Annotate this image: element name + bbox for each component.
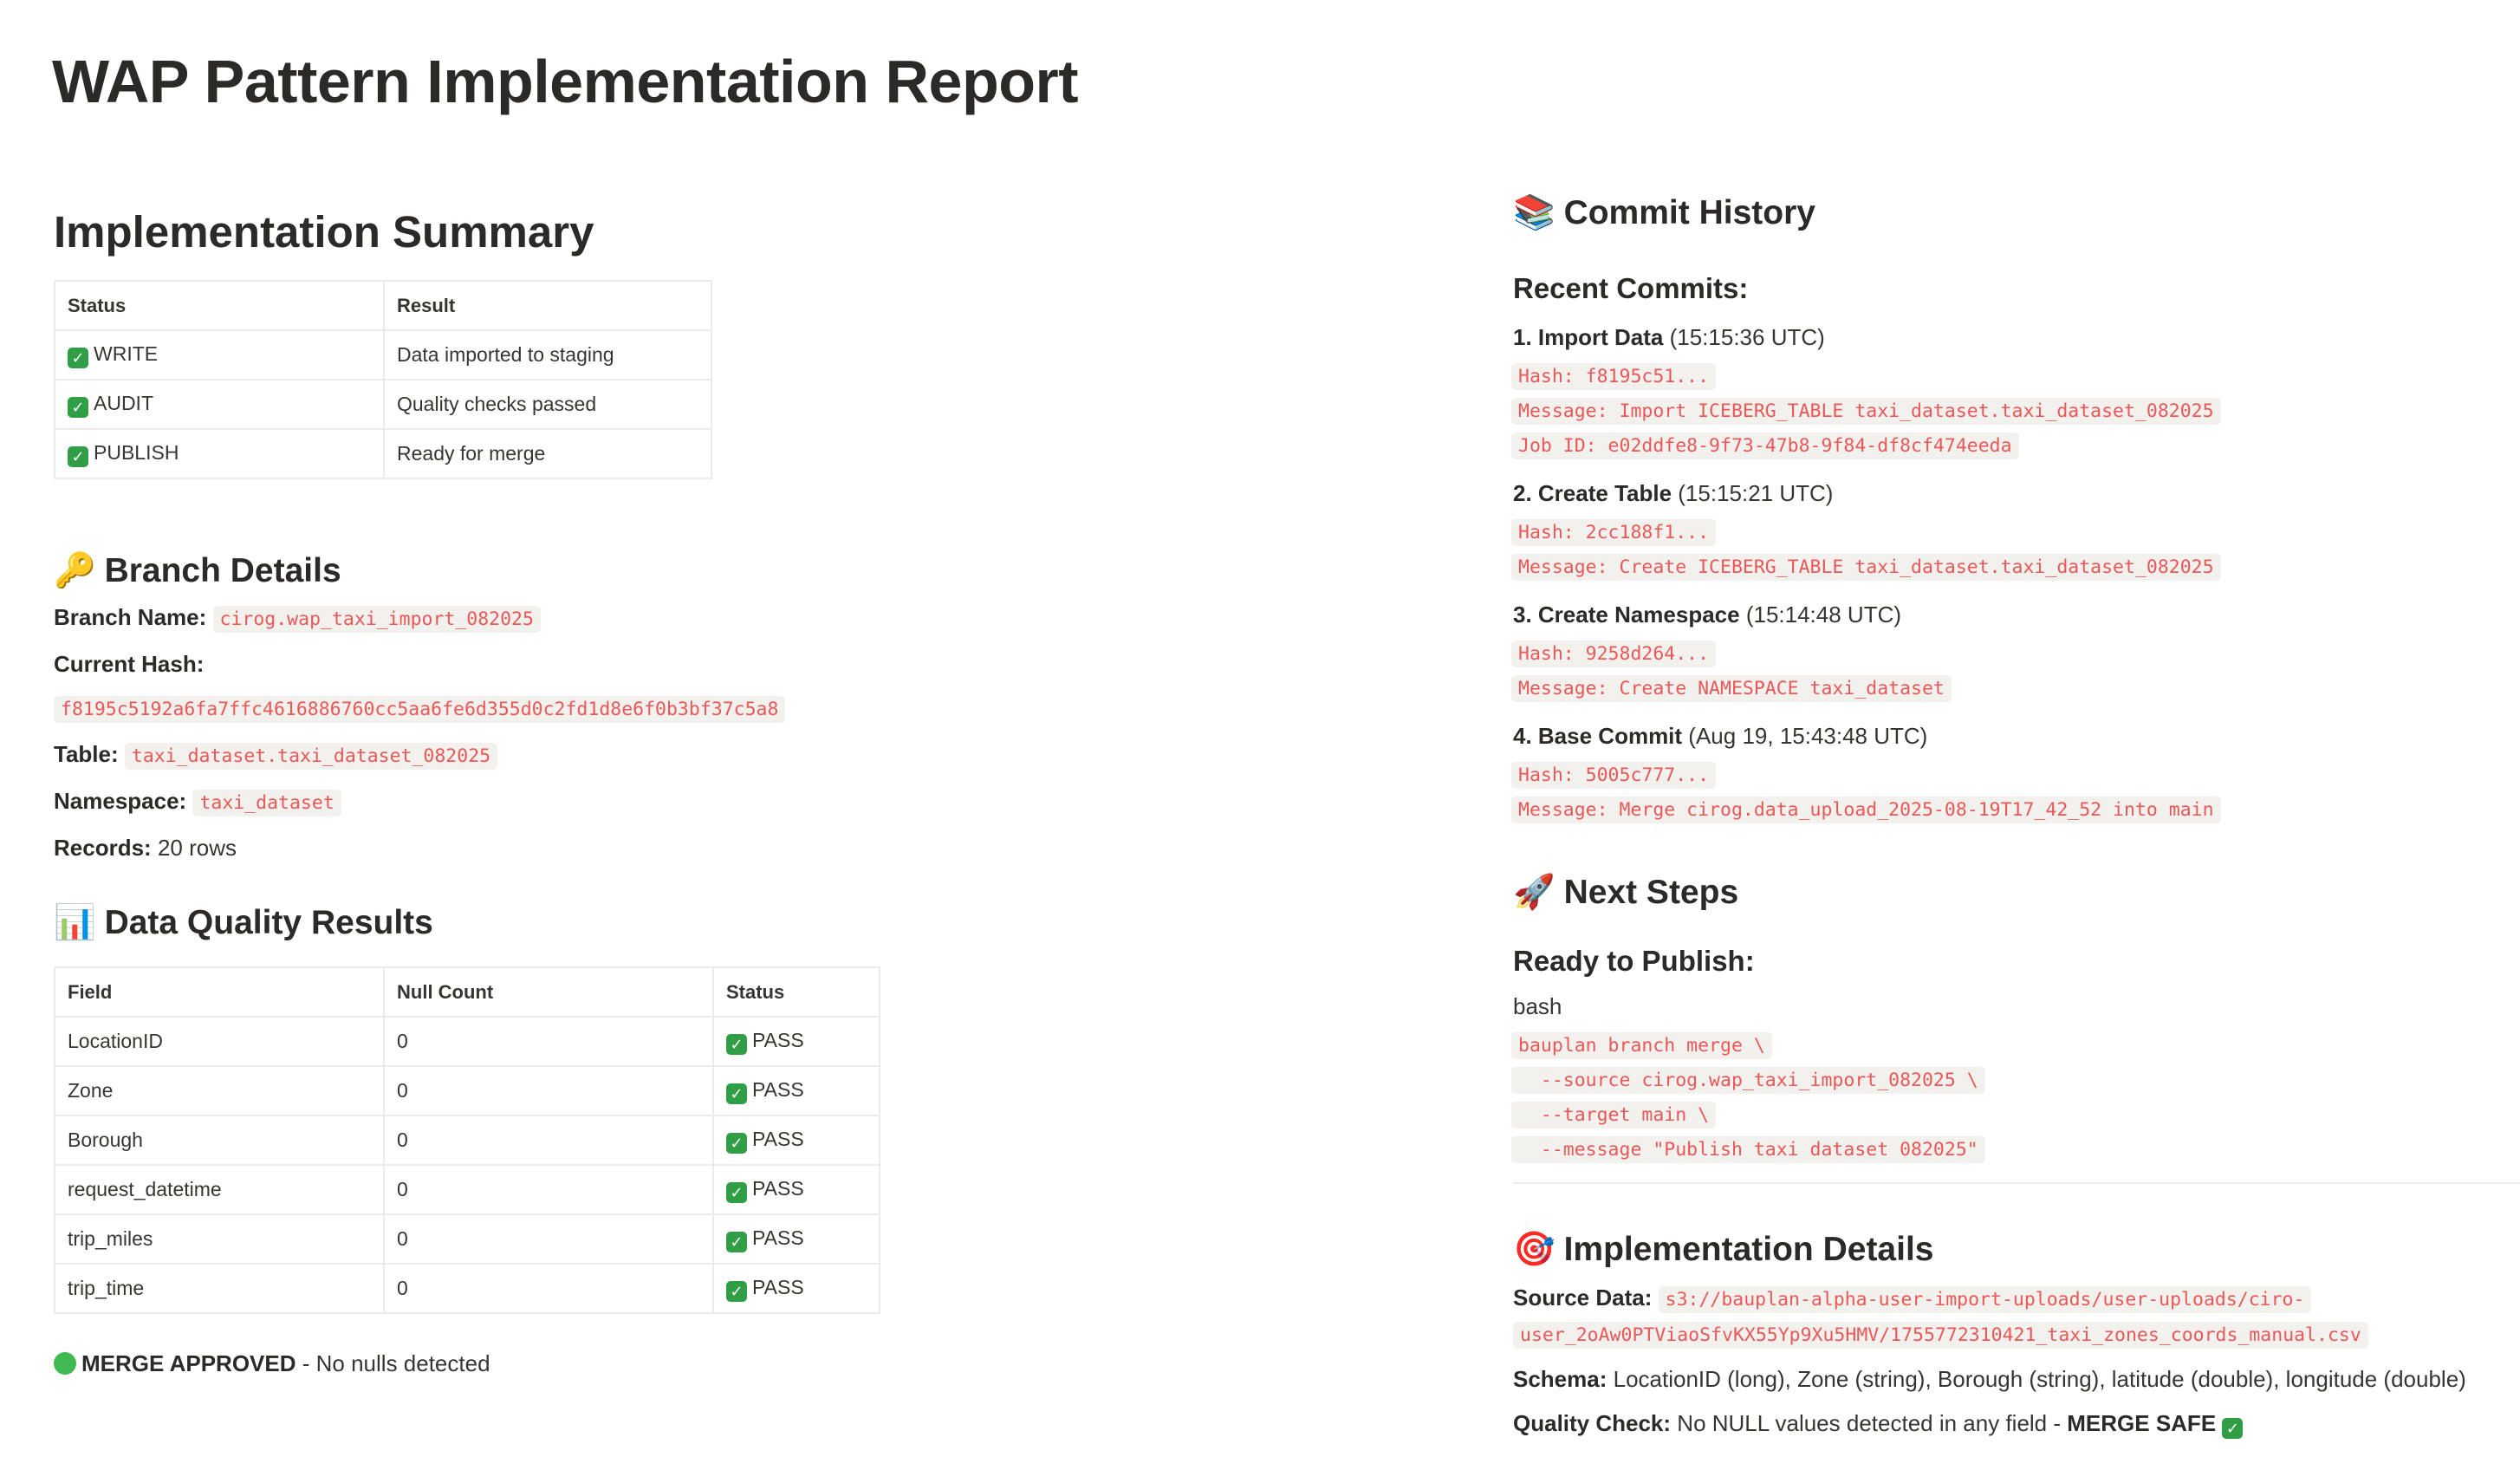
status-cell: ✓ PUBLISH <box>55 429 384 478</box>
code-line: --source cirog.wap_taxi_import_082025 \ <box>1511 1064 2520 1099</box>
green-circle-icon <box>54 1352 76 1375</box>
commit-message: Message: Create NAMESPACE taxi_dataset <box>1511 673 2520 707</box>
implementation-details <box>1513 1281 2520 1439</box>
code-line: bauplan branch merge \ <box>1511 1030 2520 1064</box>
result-cell: Ready for merge <box>384 429 711 478</box>
table-line: Table: taxi_dataset.taxi_dataset_082025 <box>54 739 1406 771</box>
quality-check-line: Quality Check: No NULL values detected in any field - MERGE SAFE ✓ <box>1513 1408 2520 1439</box>
commit-title-line: 3. Create Namespace (15:14:48 UTC) <box>1513 602 1902 628</box>
page-title: WAP Pattern Implementation Report <box>52 48 1079 115</box>
commit-list <box>1513 322 2520 829</box>
source-data-line: Source Data: s3://bauplan-alpha-user-import-uploads/user-uploads/ciro- user_2oAw0PTViaoSfvKX55Yp9Xu5HMV/1755772310421_taxi_zones_coords_manual.csv <box>1513 1281 2520 1352</box>
table-header-row <box>55 967 880 1017</box>
status-cell: ✓ PASS <box>713 1264 880 1313</box>
check-icon: ✓ <box>68 348 88 368</box>
records-line: Records: 20 rows <box>54 835 237 861</box>
field-cell: request_datetime <box>55 1165 384 1214</box>
table-row <box>55 1264 880 1313</box>
branch-details <box>54 602 1406 862</box>
divider <box>1513 1182 2520 1184</box>
commit-meta <box>1513 517 2520 586</box>
check-icon: ✓ <box>68 397 88 418</box>
check-icon: ✓ <box>726 1232 747 1252</box>
null-count-cell: 0 <box>384 1214 713 1264</box>
bar-chart-icon: 📊 <box>54 903 96 942</box>
column-header: Result <box>384 281 711 330</box>
table-row <box>55 1017 880 1066</box>
commit-title-line: 2. Create Table (15:15:21 UTC) <box>1513 480 1834 506</box>
ready-to-publish-heading: Ready to Publish: <box>1513 945 1755 977</box>
check-icon: ✓ <box>68 446 88 467</box>
source-data-path-continued: user_2oAw0PTViaoSfvKX55Yp9Xu5HMV/1755772310421_taxi_zones_coords_manual.csv <box>1513 1322 2368 1349</box>
code-line: --target main \ <box>1511 1099 2520 1134</box>
key-icon: 🔑 <box>54 551 96 590</box>
table-row <box>55 380 711 429</box>
field-cell: Zone <box>55 1066 384 1116</box>
status-cell: ✓ WRITE <box>55 330 384 380</box>
check-icon: ✓ <box>726 1281 747 1302</box>
target-icon: 🎯 <box>1513 1230 1556 1269</box>
table-row <box>55 330 711 380</box>
result-cell: Data imported to staging <box>384 330 711 380</box>
namespace-line: Namespace: taxi_dataset <box>54 786 1406 818</box>
quality-table <box>54 966 880 1314</box>
commit-item <box>1513 721 2520 829</box>
check-icon: ✓ <box>726 1182 747 1203</box>
null-count-cell: 0 <box>384 1066 713 1116</box>
check-icon: ✓ <box>2222 1418 2243 1439</box>
column-header: Null Count <box>384 967 713 1017</box>
code-line: --message "Publish taxi dataset 082025" <box>1511 1134 2520 1168</box>
status-cell: ✓ AUDIT <box>55 380 384 429</box>
commit-meta <box>1513 361 2520 465</box>
status-cell: ✓ PASS <box>713 1066 880 1116</box>
table-row <box>55 1214 880 1264</box>
table-row <box>55 429 711 478</box>
null-count-cell: 0 <box>384 1116 713 1165</box>
commit-hash: Hash: 9258d264... <box>1511 638 2520 673</box>
commit-hash: Hash: f8195c51... <box>1511 361 2520 395</box>
field-cell: trip_miles <box>55 1214 384 1264</box>
table-row <box>55 1066 880 1116</box>
status-cell: ✓ PASS <box>713 1116 880 1165</box>
column-header: Status <box>713 967 880 1017</box>
table-row <box>55 1116 880 1165</box>
left-column <box>54 206 1406 1378</box>
commit-job-id: Job ID: e02ddfe8-9f73-47b8-9f84-df8cf474eeda <box>1511 430 2520 465</box>
records-value: 20 rows <box>157 835 237 861</box>
commit-item <box>1513 600 2520 707</box>
right-column <box>1513 192 2520 1439</box>
next-steps-heading: 🚀 Next Steps <box>1513 873 1739 912</box>
check-icon: ✓ <box>726 1083 747 1104</box>
commit-history-heading: 📚 Commit History <box>1513 193 1815 232</box>
null-count-cell: 0 <box>384 1264 713 1313</box>
source-data-path: s3://bauplan-alpha-user-import-uploads/user-uploads/ciro- <box>1659 1286 2312 1313</box>
column-header: Status <box>55 281 384 330</box>
summary-table <box>54 280 712 479</box>
field-cell: Borough <box>55 1116 384 1165</box>
commit-hash: Hash: 2cc188f1... <box>1511 517 2520 551</box>
null-count-cell: 0 <box>384 1165 713 1214</box>
branch-name-value: cirog.wap_taxi_import_082025 <box>213 606 541 633</box>
code-language-label: bash <box>1513 993 1562 1019</box>
status-cell: ✓ PASS <box>713 1017 880 1066</box>
branch-name-line: Branch Name: cirog.wap_taxi_import_082025 <box>54 602 1406 634</box>
schema-line: Schema: LocationID (long), Zone (string), Borough (string), latitude (double), longitude (double) <box>1513 1366 2466 1392</box>
result-cell: Quality checks passed <box>384 380 711 429</box>
merge-verdict: MERGE APPROVED - No nulls detected <box>54 1349 1406 1378</box>
current-hash-value: f8195c5192a6fa7ffc4616886760cc5aa6fe6d355d0c2fd1d8e6f0b3bf37c5a8 <box>54 696 785 723</box>
commit-meta <box>1513 759 2520 829</box>
implementation-details-heading: 🎯 Implementation Details <box>1513 1230 1934 1269</box>
commit-hash: Hash: 5005c777... <box>1511 759 2520 794</box>
table-header-row <box>55 281 711 330</box>
column-header: Field <box>55 967 384 1017</box>
commit-item <box>1513 322 2520 465</box>
commit-message: Message: Create ICEBERG_TABLE taxi_dataset.taxi_dataset_082025 <box>1511 551 2520 586</box>
recent-commits-heading: Recent Commits: <box>1513 272 1749 304</box>
commit-title-line: 1. Import Data (15:15:36 UTC) <box>1513 324 1825 350</box>
branch-heading: 🔑 Branch Details <box>54 551 341 590</box>
status-cell: ✓ PASS <box>713 1214 880 1264</box>
summary-heading: Implementation Summary <box>54 207 594 257</box>
commit-meta <box>1513 638 2520 707</box>
commit-message: Message: Import ICEBERG_TABLE taxi_dataset.taxi_dataset_082025 <box>1511 395 2520 430</box>
field-cell: LocationID <box>55 1017 384 1066</box>
current-hash-line <box>54 693 1406 725</box>
rocket-icon: 🚀 <box>1513 873 1556 912</box>
current-hash-label: Current Hash: <box>54 651 205 677</box>
commit-message: Message: Merge cirog.data_upload_2025-08-19T17_42_52 into main <box>1511 794 2520 829</box>
status-cell: ✓ PASS <box>713 1165 880 1214</box>
commit-title-line: 4. Base Commit (Aug 19, 15:43:48 UTC) <box>1513 723 1928 749</box>
check-icon: ✓ <box>726 1133 747 1154</box>
check-icon: ✓ <box>726 1034 747 1055</box>
field-cell: trip_time <box>55 1264 384 1313</box>
namespace-value: taxi_dataset <box>192 790 341 816</box>
commit-item <box>1513 478 2520 586</box>
null-count-cell: 0 <box>384 1017 713 1066</box>
merge-command-block <box>1513 1030 2520 1168</box>
quality-heading: 📊 Data Quality Results <box>54 903 433 942</box>
table-value: taxi_dataset.taxi_dataset_082025 <box>125 743 497 770</box>
table-row <box>55 1165 880 1214</box>
books-icon: 📚 <box>1513 193 1556 232</box>
